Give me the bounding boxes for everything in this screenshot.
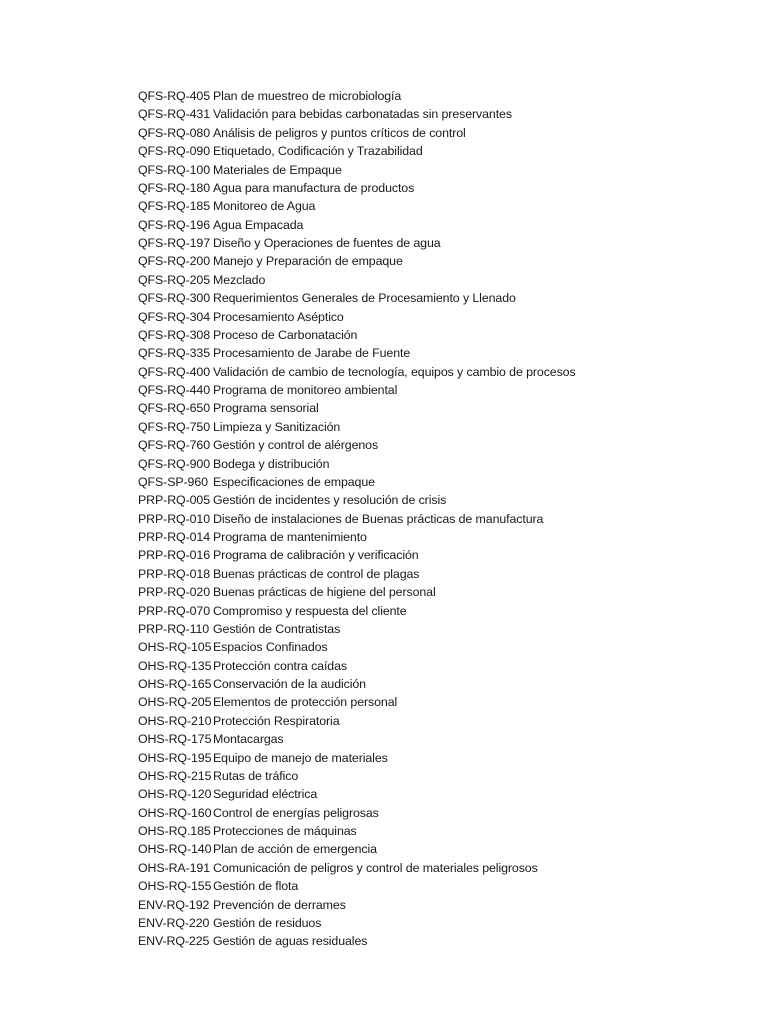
document-code: QFS-RQ-185	[138, 199, 210, 214]
document-title: Programa de monitoreo ambiental	[213, 383, 398, 397]
document-code: PRP-RQ-020	[138, 585, 210, 600]
document-title: Protección Respiratoria	[213, 713, 340, 728]
document-code: QFS-RQ-650	[138, 401, 210, 416]
document-title: Programa de mantenimiento	[213, 530, 367, 544]
list-item	[138, 326, 576, 344]
list-item	[138, 252, 576, 270]
document-code: QFS-SP-960	[138, 474, 208, 489]
list-item	[138, 418, 576, 436]
document-title: Especificaciones de empaque	[213, 474, 375, 489]
document-code: OHS-RQ-215	[138, 768, 212, 783]
document-code: PRP-RQ-010	[138, 511, 210, 526]
list-item	[138, 436, 576, 454]
list-item	[138, 877, 576, 895]
document-code: QFS-RQ-180	[138, 180, 210, 195]
document-title: Conservación de la audición	[213, 677, 366, 691]
document-title: Agua Empacada	[213, 217, 304, 232]
document-title: Equipo de manejo de materiales	[213, 750, 388, 765]
list-item	[138, 620, 576, 638]
document-code: OHS-RQ-135	[138, 658, 212, 673]
list-item	[138, 675, 576, 693]
list-item	[138, 693, 576, 711]
list-item	[138, 730, 576, 748]
list-item	[138, 308, 576, 326]
document-title: Limpieza y Sanitización	[213, 419, 341, 434]
document-title: Diseño y Operaciones de fuentes de agua	[213, 236, 441, 250]
document-title: Protecciones de máquinas	[213, 824, 357, 838]
document-code: QFS-RQ-197	[138, 236, 210, 250]
document-code: OHS-RQ-165	[138, 677, 212, 691]
document-code: OHS-RQ-175	[138, 732, 212, 747]
document-title: Buenas prácticas de control de plagas	[213, 566, 420, 581]
document-title: Gestión y control de alérgenos	[213, 438, 379, 453]
list-item	[138, 142, 576, 160]
list-item	[138, 105, 576, 123]
document-title: Validación de cambio de tecnología, equipos y cambio de procesos	[213, 364, 576, 379]
document-code: QFS-RQ-308	[138, 327, 210, 342]
document-code: QFS-RQ-431	[138, 107, 210, 122]
document-title: Procesamiento de Jarabe de Fuente	[213, 346, 411, 361]
document-title: Elementos de protección personal	[213, 695, 398, 710]
list-item	[138, 804, 576, 822]
list-item	[138, 161, 576, 179]
list-item	[138, 344, 576, 362]
document-title: Análisis de peligros y puntos críticos de control	[213, 125, 466, 140]
list-item	[138, 87, 576, 105]
list-item	[138, 216, 576, 234]
document-title: Procesamiento Aséptico	[213, 309, 344, 324]
list-item	[138, 767, 576, 785]
document-code: PRP-RQ-005	[138, 493, 210, 508]
document-code: OHS-RQ-120	[138, 787, 212, 802]
list-item	[138, 712, 576, 730]
document-code: OHS-RQ-210	[138, 713, 212, 728]
document-code: ENV-RQ-220	[138, 915, 210, 930]
document-code: PRP-RQ-070	[138, 603, 210, 618]
document-title: Programa sensorial	[213, 401, 319, 416]
list-item	[138, 363, 576, 381]
document-code: ENV-RQ-192	[138, 897, 210, 912]
list-item	[138, 546, 576, 564]
document-title: Diseño de instalaciones de Buenas prácticas de manufactura	[213, 511, 544, 526]
list-item	[138, 583, 576, 601]
document-title: Proceso de Carbonatación	[213, 327, 358, 342]
document-code: OHS-RQ-155	[138, 879, 212, 894]
document-title: Rutas de tráfico	[213, 768, 299, 783]
list-item	[138, 179, 576, 197]
document-code: OHS-RQ-105	[138, 640, 212, 655]
document-code: OHS-RA-191	[138, 860, 210, 875]
document-title: Gestión de flota	[213, 879, 299, 894]
list-item	[138, 932, 576, 950]
list-item	[138, 399, 576, 417]
document-title: Compromiso y respuesta del cliente	[213, 603, 407, 618]
document-title: Requerimientos Generales de Procesamiento y Llenado	[213, 291, 516, 306]
document-title: Protección contra caídas	[213, 658, 347, 673]
document-code: PRP-RQ-014	[138, 530, 210, 544]
list-item	[138, 381, 576, 399]
document-title: Comunicación de peligros y control de materiales peligrosos	[213, 860, 538, 875]
list-item	[138, 638, 576, 656]
document-title: Bodega y distribución	[213, 456, 330, 471]
document-title: Materiales de Empaque	[213, 162, 342, 177]
document-title: Mezclado	[213, 272, 266, 287]
document-code: QFS-RQ-750	[138, 419, 210, 434]
document-title: Control de energías peligrosas	[213, 805, 379, 820]
list-item	[138, 859, 576, 877]
list-item	[138, 840, 576, 858]
document-title: Agua para manufactura de productos	[213, 180, 415, 195]
document-title: Etiquetado, Codificación y Trazabilidad	[213, 144, 423, 159]
document-code: QFS-RQ-405	[138, 89, 210, 103]
list-item	[138, 491, 576, 509]
document-code: OHS-RQ-205	[138, 695, 212, 710]
list-item	[138, 602, 576, 620]
list-item	[138, 785, 576, 803]
document-title: Programa de calibración y verificación	[213, 548, 419, 563]
list-item	[138, 749, 576, 767]
document-code: QFS-RQ-335	[138, 346, 210, 361]
document-code: PRP-RQ-110	[138, 621, 210, 636]
list-item	[138, 657, 576, 675]
list-item	[138, 510, 576, 528]
document-title: Validación para bebidas carbonatadas sin preservantes	[213, 107, 512, 122]
list-item	[138, 914, 576, 932]
document-code: PRP-RQ-018	[138, 566, 210, 581]
list-item	[138, 896, 576, 914]
list-item	[138, 473, 576, 491]
document-code: OHS-RQ-140	[138, 842, 212, 857]
document-title: Gestión de aguas residuales	[213, 934, 368, 949]
document-code: QFS-RQ-300	[138, 291, 210, 306]
document-code: OHS-RQ-160	[138, 805, 212, 820]
document-code: QFS-RQ-304	[138, 309, 210, 324]
document-title: Plan de muestreo de microbiología	[213, 89, 402, 103]
document-code: QFS-RQ-440	[138, 383, 210, 397]
document-title: Gestión de residuos	[213, 915, 322, 930]
document-code: PRP-RQ-016	[138, 548, 210, 563]
document-code: QFS-RQ-080	[138, 125, 210, 140]
document-title: Manejo y Preparación de empaque	[213, 254, 403, 269]
document-title: Espacios Confinados	[213, 640, 328, 655]
list-item	[138, 289, 576, 307]
document-code: QFS-RQ-090	[138, 144, 210, 159]
document-title: Plan de acción de emergencia	[213, 842, 377, 857]
document-code: ENV-RQ-225	[138, 934, 210, 949]
list-item	[138, 455, 576, 473]
list-item	[138, 822, 576, 840]
list-item	[138, 528, 576, 546]
document-code: QFS-RQ-900	[138, 456, 210, 471]
document-title: Buenas prácticas de higiene del personal	[213, 585, 436, 600]
document-title: Prevención de derrames	[213, 897, 346, 912]
document-title: Gestión de Contratistas	[213, 621, 341, 636]
document-code: OHS-RQ.185	[138, 824, 211, 838]
document-code: QFS-RQ-400	[138, 364, 210, 379]
requirements-list	[138, 87, 576, 951]
document-title: Gestión de incidentes y resolución de crisis	[213, 493, 447, 508]
document-code: QFS-RQ-100	[138, 162, 210, 177]
document-code: OHS-RQ-195	[138, 750, 212, 765]
document-code: QFS-RQ-196	[138, 217, 210, 232]
list-item	[138, 197, 576, 215]
document-title: Monitoreo de Agua	[213, 199, 316, 214]
document-title: Montacargas	[213, 732, 284, 747]
document-code: QFS-RQ-200	[138, 254, 210, 269]
list-item	[138, 271, 576, 289]
list-item	[138, 565, 576, 583]
document-code: QFS-RQ-760	[138, 438, 210, 453]
list-item	[138, 124, 576, 142]
document-title: Seguridad eléctrica	[213, 787, 318, 802]
list-item	[138, 234, 576, 252]
document-code: QFS-RQ-205	[138, 272, 210, 287]
